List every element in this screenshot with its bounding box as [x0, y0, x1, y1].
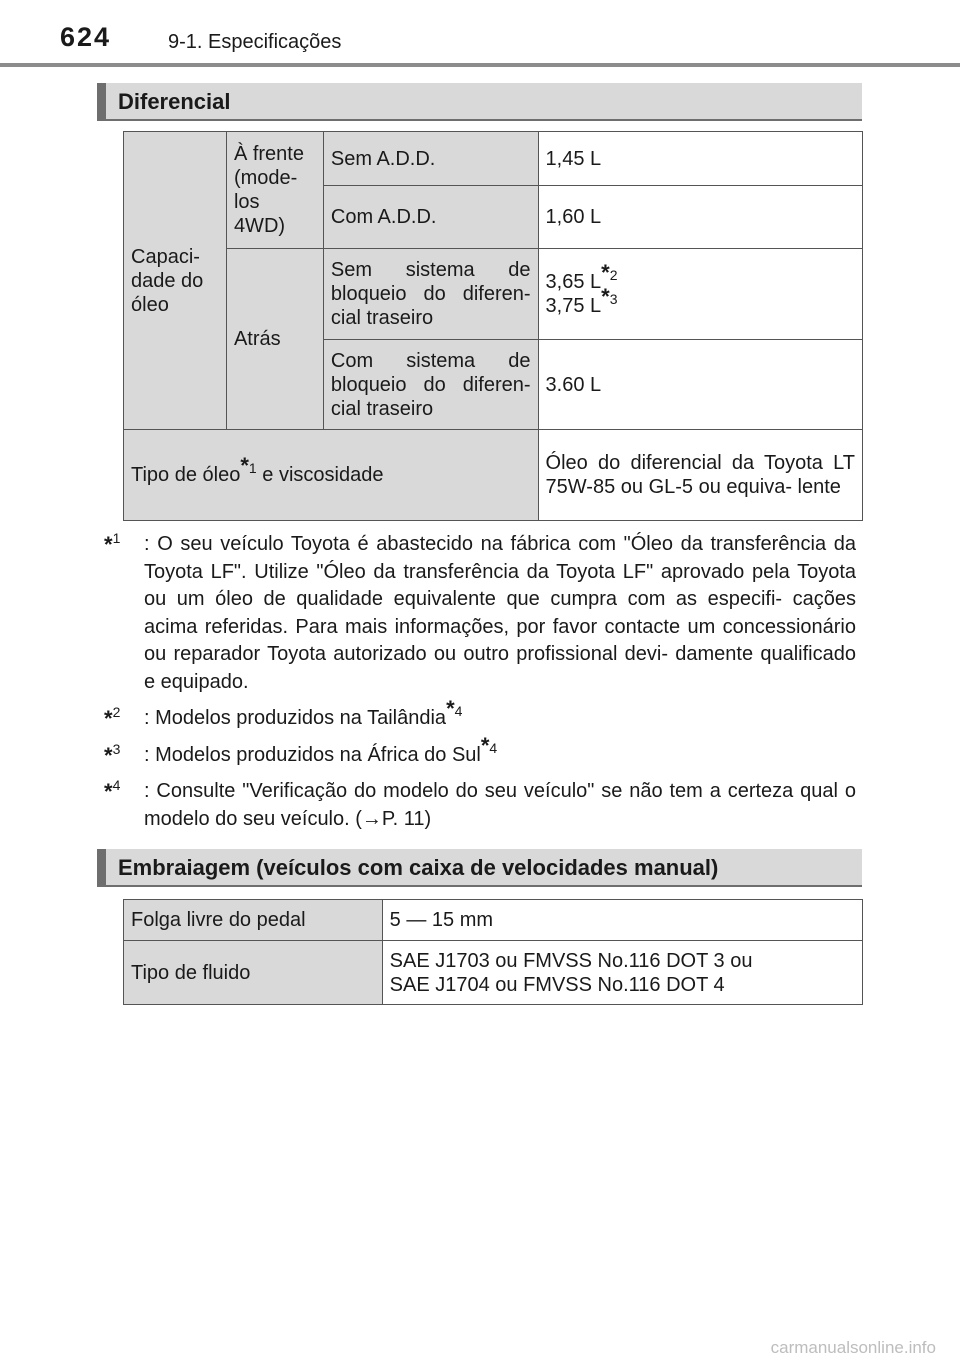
asterisk-mark: * — [601, 260, 610, 285]
pedal-freeplay-label: Folga livre do pedal — [124, 900, 383, 941]
oil-type-label-text: Tipo de óleo — [131, 464, 241, 486]
rear-condition-2: Com sistema de bloqueio do diferen- cial traseiro — [323, 340, 538, 430]
section-heading-text: Diferencial — [118, 89, 231, 114]
asterisk-mark: * — [104, 779, 113, 804]
footnote-ref: 1 — [248, 460, 257, 476]
footnote-ref: 4 — [454, 703, 463, 719]
header-rule — [0, 63, 960, 67]
fluid-type-value — [382, 941, 862, 1005]
table-row — [124, 430, 863, 521]
oil-type-label-suffix: e viscosidade — [256, 464, 384, 486]
footnote-4 — [104, 778, 856, 833]
footnote-text: : O seu veículo Toyota é abastecido na fábrica com "Óleo da transferência da Toyota LF". Utilize "Óleo da transferência da Toyota LF" aprovado pela Toyota ou um óleo de qualidade equivalente que cumpra com as especifi- cações acima referidas. Para mais informações, por favor contacte um concessionário ou reparador Toyota autorizado ou outro profissional devi- damente qualificado e equipado. — [144, 533, 856, 693]
fluid-type-line-2: SAE J1704 ou FMVSS No.116 DOT 4 — [389, 973, 725, 996]
page-number: 624 — [60, 22, 112, 52]
footnote-text: : Consulte "Verificação do modelo do seu veículo" se não tem a certeza qual o modelo do seu veículo. (→P. 11) — [144, 780, 856, 830]
differential-table — [123, 131, 863, 521]
watermark: carmanualsonline.info — [770, 1338, 936, 1357]
oil-type-value: Óleo do diferencial da Toyota LT 75W-85 ou GL-5 ou equiva- lente — [538, 430, 862, 521]
asterisk-mark: * — [104, 532, 113, 557]
footnote-2 — [104, 696, 856, 733]
table-row — [124, 132, 863, 186]
chapter-title: 9-1. Especificações — [168, 31, 342, 53]
rear-condition-1: Sem sistema de bloqueio do diferen- cial traseiro — [323, 249, 538, 340]
table-row — [124, 941, 863, 1005]
table-row — [124, 900, 863, 941]
footnote-3 — [104, 732, 856, 770]
footnote-text: : Modelos produzidos na África do Sul — [144, 743, 481, 766]
front-condition-1: Sem A.D.D. — [323, 132, 538, 186]
pedal-freeplay-value: 5 — 15 mm — [382, 900, 862, 941]
rear-label: Atrás — [226, 249, 323, 430]
footnotes — [104, 531, 856, 842]
front-label: À frente (mode- los 4WD) — [226, 132, 323, 249]
asterisk-mark: * — [446, 696, 455, 721]
asterisk-mark: * — [104, 742, 113, 768]
front-condition-2: Com A.D.D. — [323, 186, 538, 249]
rear-value-1b: 3,75 L — [545, 295, 602, 317]
footnote-number: 1 — [112, 530, 121, 546]
rear-value-2: 3.60 L — [538, 340, 862, 430]
asterisk-mark: * — [104, 706, 113, 731]
oil-capacity-label: Capaci- dade do óleo — [124, 132, 227, 430]
asterisk-mark: * — [240, 453, 249, 478]
oil-type-label — [124, 430, 539, 521]
footnote-number: 2 — [112, 704, 121, 720]
table-row — [124, 249, 863, 340]
rear-value-1a: 3,65 L — [545, 271, 602, 293]
section-heading-differential — [97, 83, 862, 121]
footnote-text: : Modelos produzidos na Tailândia — [144, 707, 447, 729]
footnote-ref: 3 — [609, 291, 618, 307]
front-value-1: 1,45 L — [538, 132, 862, 186]
rear-value-1 — [538, 249, 862, 340]
footnote-ref: 2 — [609, 267, 618, 283]
asterisk-mark: * — [601, 284, 610, 309]
footnote-ref: 4 — [489, 739, 498, 756]
section-heading-text: Embraiagem (veículos com caixa de velocidades manual) — [118, 855, 719, 880]
section-heading-clutch — [97, 849, 862, 887]
fluid-type-label: Tipo de fluido — [124, 941, 383, 1005]
footnote-number: 3 — [112, 740, 121, 757]
fluid-type-line-1: SAE J1703 ou FMVSS No.116 DOT 3 ou — [389, 949, 753, 972]
asterisk-mark: * — [480, 732, 490, 758]
footnote-number: 4 — [112, 777, 121, 793]
clutch-table — [123, 899, 863, 1005]
front-value-2: 1,60 L — [538, 186, 862, 249]
footnote-1 — [104, 531, 856, 696]
